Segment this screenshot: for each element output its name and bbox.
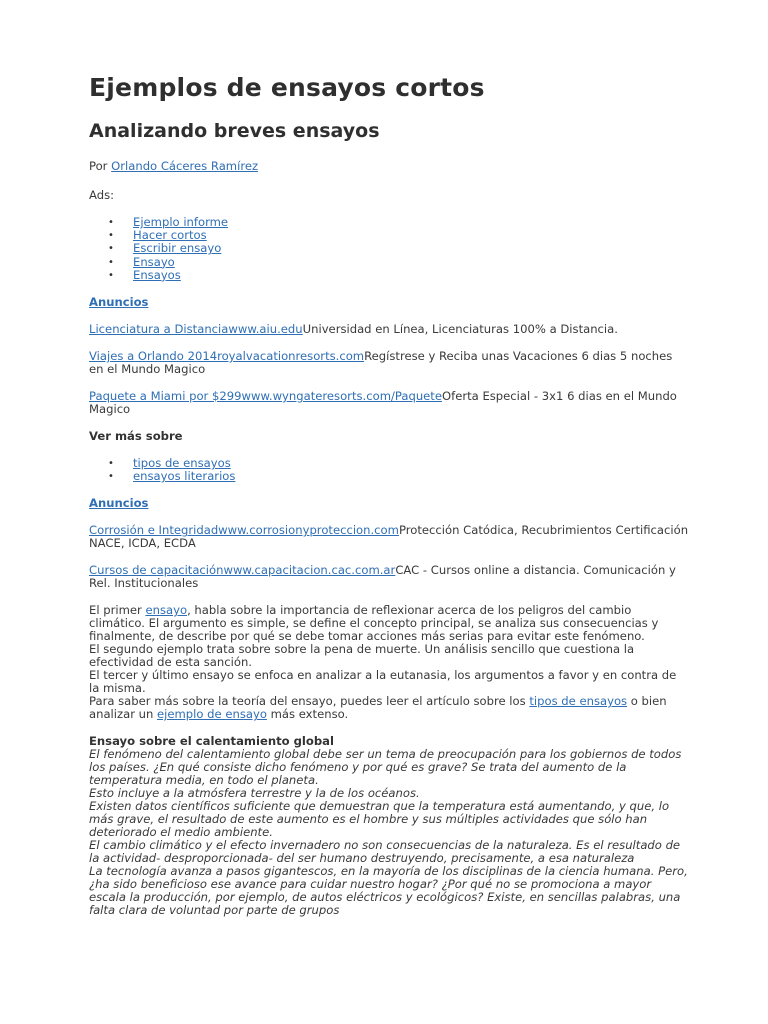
page-subtitle: Analizando breves ensayos	[89, 120, 380, 142]
ad-item	[89, 564, 689, 590]
essay-body	[89, 748, 689, 917]
ejemplo-de-ensayo-link[interactable]: ejemplo de ensayo	[157, 707, 267, 722]
ad-link[interactable]: Licenciatura a Distanciawww.aiu.edu	[89, 322, 303, 337]
ad-text: Oferta Especial - 3x1 6 dias en el Mundo Magico	[89, 389, 677, 417]
ver-mas-heading: Ver más sobre	[89, 429, 183, 444]
ad-link[interactable]: Cursos de capacitaciónwww.capacitacion.cac.com.ar	[89, 563, 396, 578]
ads-link[interactable]: Ejemplo informe	[133, 215, 229, 229]
ad-item	[89, 350, 689, 376]
list-item	[133, 470, 768, 483]
essay-title: Ensayo sobre el calentamiento global	[89, 734, 334, 749]
ad-item	[89, 524, 689, 550]
ad-link[interactable]: Corrosión e Integridadwww.corrosionyproteccion.com	[89, 523, 399, 538]
list-item	[133, 216, 768, 229]
essay-paragraph: Esto incluye a la atmósfera terrestre y la de los océanos.	[89, 786, 420, 801]
tipos-de-ensayos-link[interactable]: tipos de ensayos	[529, 694, 628, 709]
anuncios-link[interactable]: Anuncios	[89, 295, 149, 310]
ad-text: Regístrese y Reciba unas Vacaciones 6 dias 5 noches en el Mundo Magico	[89, 349, 673, 377]
ver-mas-list	[89, 457, 768, 483]
essay-paragraph: La tecnología avanza a pasos gigantescos, en la mayoría de los disciplinas de la ciencia humana. Pero, ¿ha sido beneficioso ese avance para cuidar nuestro hogar? ¿Por qué no se promociona a mayor escala la producción, por ejemplo, de autos eléctricos y ecológicos? Existe, en sencillas palabras, una falta clara de voluntad por parte de grupos	[89, 864, 688, 918]
body-paragraph: El tercer y último ensayo se enfoca en analizar a la eutanasia, los argumentos a favor y en contra de la misma.	[89, 668, 677, 696]
body-text: El primer	[89, 603, 146, 618]
ads-link[interactable]: Hacer cortos	[133, 228, 207, 243]
page-title: Ejemplos de ensayos cortos	[89, 73, 485, 102]
ad-link[interactable]: Viajes a Orlando 2014royalvacationresorts.com	[89, 349, 365, 364]
body-text: más extenso.	[266, 707, 349, 722]
list-item	[133, 242, 768, 255]
ads-link[interactable]: Ensayos	[133, 267, 181, 282]
byline-prefix: Por	[89, 159, 112, 173]
essay-paragraph: Existen datos científicos suficiente que demuestran que la temperatura está aumentando, y que, lo más grave, el resultado de este aumento es el hombre y sus múltiples actividades que sólo han deteriorado el medio ambiente.	[89, 799, 670, 840]
essay-paragraph: El cambio climático y el efecto invernadero no son consecuencias de la naturaleza. Es el resultado de la actividad- desproporcionada- del ser humano destruyendo, precisamente, a esa naturaleza	[89, 838, 681, 866]
ad-text: Universidad en Línea, Licenciaturas 100% a Distancia.	[302, 322, 618, 337]
body-paragraph: El segundo ejemplo trata sobre sobre la pena de muerte. Un análisis sencillo que cuestiona la efectividad de esta sanción.	[89, 642, 635, 670]
essay-paragraph: El fenómeno del calentamiento global debe ser un tema de preocupación para los gobiernos de todos los países. ¿En qué consiste dicho fenómeno y por qué es grave? Se trata del aumento de la temperatura media, en todo el planeta.	[89, 747, 682, 788]
ver-mas-link[interactable]: tipos de ensayos	[133, 456, 231, 471]
body-text: Para saber más sobre la teoría del ensayo, puedes leer el artículo sobre los	[89, 694, 530, 709]
ads-list	[89, 216, 768, 282]
body-text: o bien analizar un	[89, 694, 667, 722]
byline	[89, 160, 768, 173]
anuncios-heading	[89, 497, 768, 510]
ad-link[interactable]: Paquete a Miami por $299www.wyngateresorts.com/Paquete	[89, 389, 442, 404]
body-paragraph	[89, 695, 679, 721]
author-link[interactable]: Orlando Cáceres Ramírez	[111, 159, 259, 173]
ad-text: CAC - Cursos online a distancia. Comunicación y Rel. Institucionales	[89, 563, 676, 591]
body-text: , habla sobre la importancia de reflexionar acerca de los peligros del cambio climático. El argumento es simple, se define el concepto principal, se analiza sus consecuencias y finalmente, de describe por qué se debe tomar acciones más serias para evitar este fenómeno.	[89, 603, 659, 644]
anuncios-heading	[89, 296, 768, 309]
article-body	[89, 604, 679, 721]
ad-text: Protección Catódica, Recubrimientos Certificación NACE, ICDA, ECDA	[89, 523, 689, 551]
body-paragraph	[89, 604, 679, 643]
ver-mas-link[interactable]: ensayos literarios	[133, 469, 236, 484]
ad-item	[89, 323, 689, 336]
list-item	[133, 229, 768, 242]
ads-link[interactable]: Escribir ensayo	[133, 241, 222, 256]
anuncios-link[interactable]: Anuncios	[89, 496, 149, 511]
ads-label: Ads:	[89, 188, 115, 202]
list-item	[133, 269, 768, 282]
ensayo-link[interactable]: ensayo	[145, 603, 188, 618]
list-item	[133, 256, 768, 269]
ad-item	[89, 390, 689, 416]
ads-link[interactable]: Ensayo	[133, 254, 175, 269]
